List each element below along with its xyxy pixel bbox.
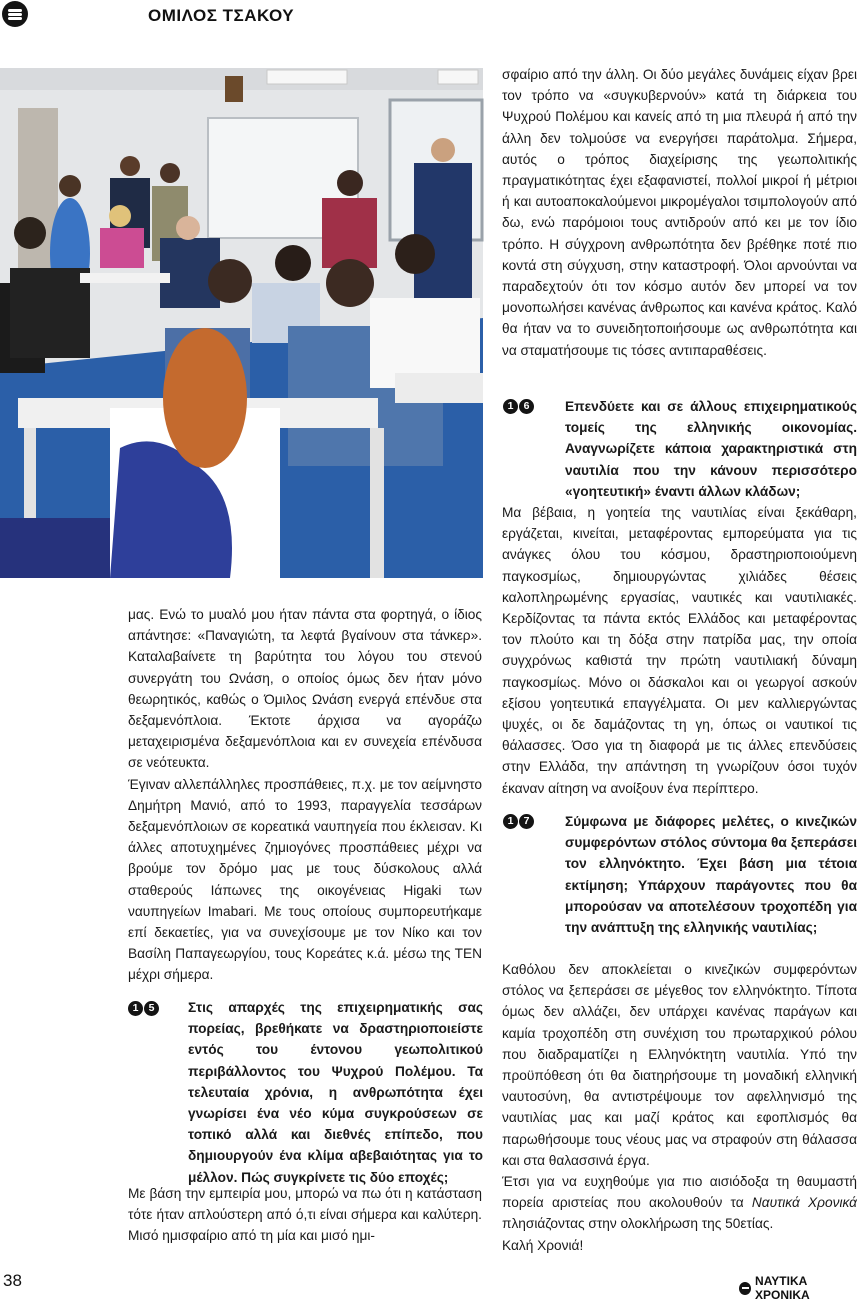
left-paragraph-1: μας. Ενώ το μυαλό μου ήταν πάντα στα φορτηγά, ο ίδιος απάντησε: «Παναγιώτη, τα λεφτά βγαίνουν στα τάνκερ». Καταλαβαίνετε τη βαρύτητα του λόγου του στενού συνεργάτη του Ωνάση, ο οποίος όμως δεν ήταν μόνο θεωρητικός, καθώς ο Όμιλος Ωνάση ενεργά επένδυε στα δεξαμενόπλοια. Έκτοτε άρχισα να αγοράζω μεταχειρισμένα δεξαμενόπλοια και εν συνεχεία επένδυσα σε νεότευκτα.: [128, 607, 482, 771]
question-15: Στις απαρχές της επιχειρηματικής σας πορείας, βρεθήκατε να δραστηριοποιείστε εντός του έντονου γεωπολιτικού περιβάλλοντος του Ψυχρού Πολέμου. Τα τελευταία χρόνια, η ανθρωπότητα έχει γνωρίσει ένα νέο κύμα συγκρούσεων σε τοπικό αλλά και διεθνές επίπεδο, που δημιουργούν ένα κλίμα αβεβαιότητας για το μέλλον. Πώς συγκρίνετε τις δύο εποχές;: [188, 1000, 483, 1185]
question-17: Σύμφωνα με διάφορες μελέτες, ο κινεζικών συμφερόντων στόλος σύντομα θα ξεπεράσει τον ελληνόκτητο. Έχει βάση μια τέτοια εκτίμηση; Υπάρχουν παράγοντες που θα μπορούσαν να αποτελέσουν τροχοπέδη για την ανάπτυξη της ελληνικής ναυτιλίας;: [565, 814, 857, 936]
closing-wish: Καλή Χρονιά!: [502, 1237, 584, 1253]
badge-digit: 1: [128, 1001, 143, 1016]
answer-17-paragraph-2: [502, 1171, 857, 1235]
footer-brand: [739, 1274, 857, 1302]
answer-15: [128, 1183, 482, 1247]
question-16-badge: [503, 399, 534, 414]
answer-17-text-pre: Έτσι για να ευχηθούμε για πιο αισιόδοξα τη θαυμαστή πορεία αριστείας που ακολουθούν τα: [502, 1174, 857, 1211]
badge-digit: 1: [503, 399, 518, 414]
brand-name: ΝΑΥΤΙΚΑ ΧΡΟΝΙΚΑ: [755, 1274, 810, 1302]
badge-digit: 6: [519, 399, 534, 414]
brand-logo-icon: [2, 1, 28, 27]
question-17-badge: [503, 814, 534, 829]
page-number: 38: [3, 1271, 22, 1290]
question-16: Επενδύετε και σε άλλους επιχειρηματικούς τομείς της ελληνικής οικονομίας. Αναγνωρίζετε κάποια χαρακτηριστικά στη ναυτιλία που την κάνουν περισσότερο «γοητευτική» έναντι άλλων κλάδων;: [565, 399, 857, 499]
badge-digit: 1: [503, 814, 518, 829]
classroom-photo: [0, 68, 483, 578]
badge-digit: 5: [144, 1001, 159, 1016]
answer-16: [502, 502, 857, 799]
magazine-name: Ναυτικά Χρονικά: [751, 1195, 857, 1211]
answer-17-text-post: πλησιάζοντας στην ολοκλήρωση της 50ετίας.: [502, 1216, 774, 1232]
brand-logo-icon: [739, 1282, 751, 1295]
left-paragraph-2: Έγιναν αλλεπάλληλες προσπάθειες, π.χ. με τον αείμνηστο Δημήτρη Μανιό, από το 1993, παραγγελία τεσσάρων δεξαμενόπλοιων σε κορεατικά ναυπηγεία που έκλεισαν. Κι άλλες αποτυχημένες ζημιογόνες προσπάθειες μέχρι να βρούμε τον δρόμο μας με τους δύσκολους αλλά σταθερούς Ιάπωνες της οικογένειας Higaki των ναυπηγείων Imabari. Με τους οποίους συμπορευτήκαμε επί δεκαετίες, για να συνεχίσουμε με τον Νίκο και τον Βασίλη Παπαγεωργίου, τους Κορεάτες κ.ά. μέσω της ΤΕΝ μέχρι σήμερα.: [128, 776, 482, 983]
question-15-badge: [128, 1001, 159, 1016]
answer-15-text: Με βάση την εμπειρία μου, μπορώ να πω ότι η κατάσταση τότε ήταν απλούστερη από ό,τι είναι σήμερα και καλύτερη. Μισό ημισφαίριο από τη μία και μισό ημι-: [128, 1186, 482, 1244]
answer-16-text: Μα βέβαια, η γοητεία της ναυτιλίας είναι ξεκάθαρη, εργάζεται, κινείται, μεταφέροντας εμπορεύματα για τις ανάγκες όλου του κόσμου, δραστηριοποιούμενη παγκοσμίως, δημιουργώντας χιλιάδες θέσεις καλοπληρωμένης εργασίας, ναυτικές και ναυτιλιακές. Κερδίζοντας τα πάντα εκτός Ελλάδος και μεταφέροντας τον πλούτο και τη δόξα στην πατρίδα μας, την οποία συγχρόνως καθιστά την πρώτη ναυτιλιακή δύναμη παγκοσμίως. Μόνο οι δάσκαλοι και οι γεωργοί ασκούν εξίσου γοητευτικά επαγγέλματα. Οι μεν καλλιεργώντας ψυχές, οι δε δαμάζοντας τη γη, όπως οι ναυτικοί τις θάλασσες. Όσο για τη διαφορά με τις άλλες επενδύσεις στην Ελλάδα, την απάντηση τη γνωρίζουν όσοι τυχόν έκαναν αίτηση να ανοίξουν ένα περίπτερο.: [502, 505, 857, 796]
left-column: [128, 604, 482, 986]
answer-17-paragraph-1: Καθόλου δεν αποκλείεται ο κινεζικών συμφερόντων στόλος να ξεπεράσει σε μέγεθος τον ελληνόκτητο. Τίποτα όμως δεν αλλάζει, δεν υπάρχει κανένας παράγων και καμία τροχοπέδη στη συνέχιση του πρωταρχικού ρόλου που διαδραματίζει η Ελληνόκτητη ναυτιλία. Υπό την προϋπόθεση ότι θα διατηρήσουμε τη μοναδική ελληνική ναυτοσύνη, θα αντιστρέψουμε τον αφελληνισμό της ναυτιλίας μας και μαζί κράτος και εφοπλισμός θα παρωθήσουμε τους νέους μας να στραφούν στη θάλασσα και στα θαλασσινά έργα.: [502, 962, 857, 1168]
right-paragraph-1: σφαίριο από την άλλη. Οι δύο μεγάλες δυνάμεις είχαν βρει τον τρόπο να «συγκυβερνούν» κατά τη διάρκεια του Ψυχρού Πολέμου και κανείς από τη μια πλευρά ή από την άλλη δεν τολμούσε να ενεργήσει παράτολμα. Σήμερα, αυτός ο τρόπος διαχείρισης της γεωπολιτικής πραγματικότητας έχει εξαφανιστεί, πολλοί μικροί ή μέτριοι ή και αυτοαποκαλούμενοι μικρομέγαλοι τσιμπολογούν από δω, ενώ παρόμοιοι τους αντιδρούν από κει με τον ίδιο τρόπο. Η σύγχρονη ανθρωπότητα δεν βρέθηκε ποτέ πιο κοντά στη σύγχυση, στην καταστροφή. Όλοι αρνούνται να παραδεχτούν ότι τον κόσμο αυτόν δεν μπορεί να τον μονοπωλήσει κανένας άνθρωπος και κανένα κράτος. Καλό θα ήταν να το συνειδητοποιήσουμε ως ανθρωπότητα και να σταματήσουμε τις τόσες αντιπαραθέσεις.: [502, 67, 857, 358]
badge-digit: 7: [519, 814, 534, 829]
answer-17: [502, 959, 857, 1256]
right-column-top: [502, 64, 857, 361]
section-title: ΟΜΙΛΟΣ ΤΣΑΚΟΥ: [148, 6, 295, 25]
